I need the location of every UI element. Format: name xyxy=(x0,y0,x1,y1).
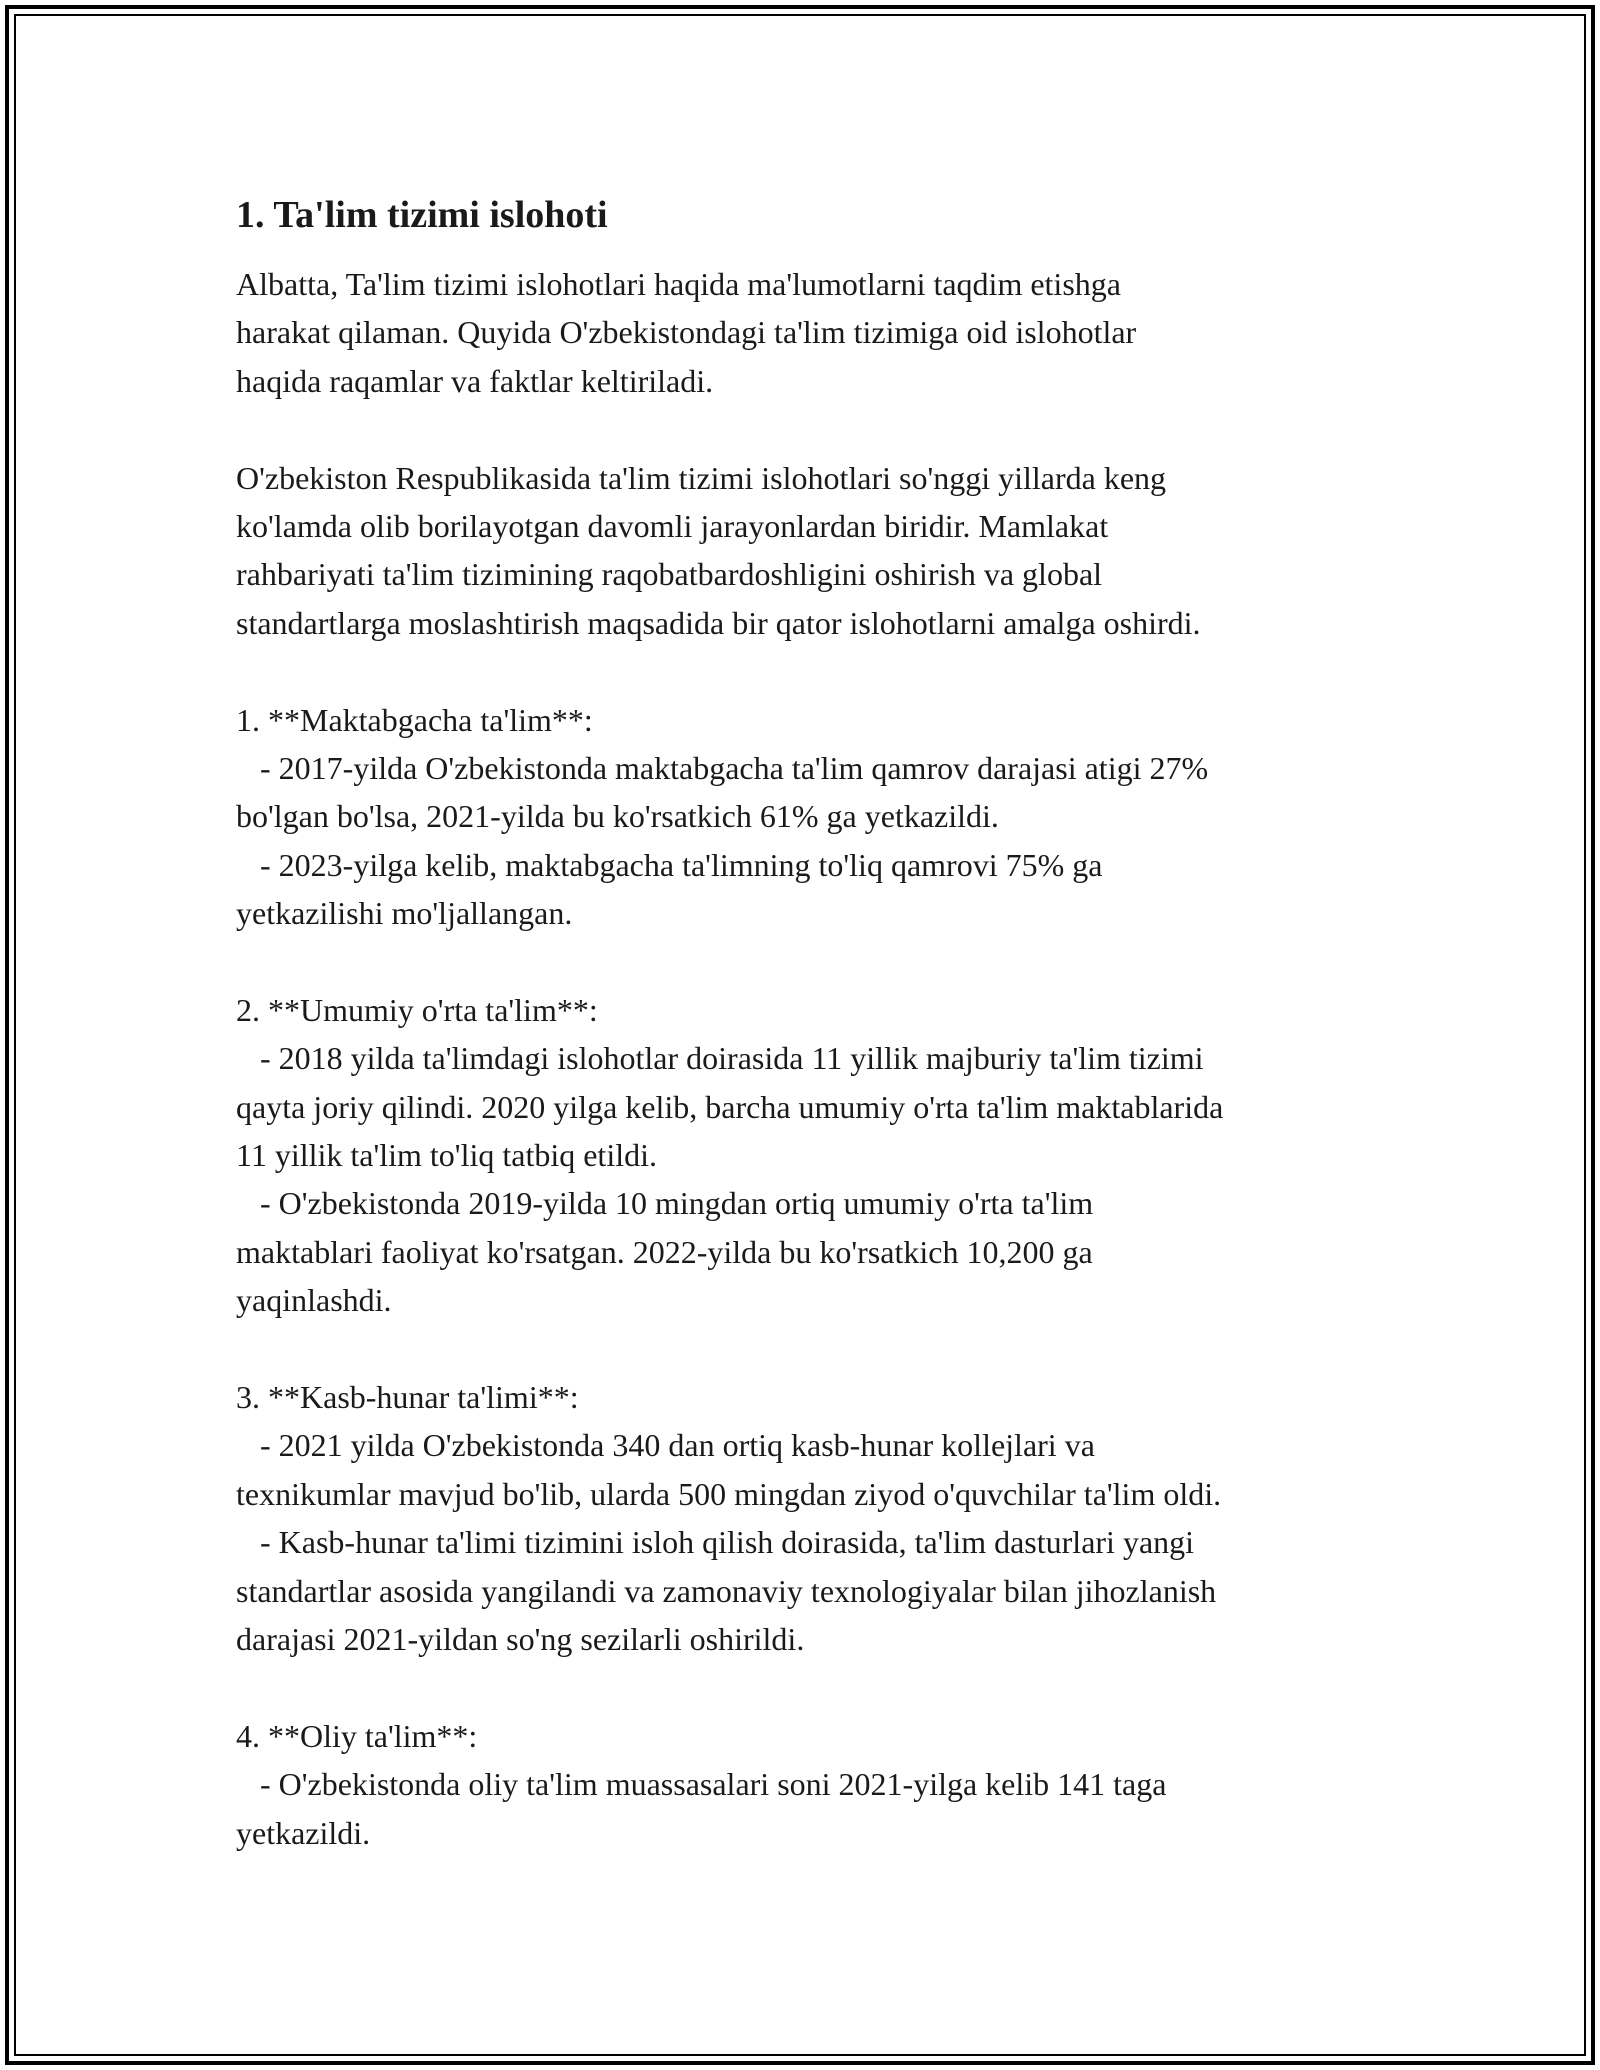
text-line: maktablari faoliyat ko'rsatgan. 2022-yilda bu ko'rsatkich 10,200 ga xyxy=(236,1233,1093,1270)
text-line: Albatta, Ta'lim tizimi islohotlari haqida ma'lumotlarni taqdim etishga xyxy=(236,266,1121,302)
text-line: harakat qilaman. Quyida O'zbekistondagi ta'lim tizimiga oid islohotlar xyxy=(236,314,1137,351)
text-line: 2. **Umumiy o'rta ta'lim**: xyxy=(236,991,598,1028)
text-line: yetkazildi. xyxy=(236,1814,371,1851)
text-line: 11 yillik ta'lim to'liq tatbiq etildi. xyxy=(236,1137,657,1174)
text-line: - O'zbekistonda 2019-yilda 10 mingdan ortiq umumiy o'rta ta'lim xyxy=(236,1185,1094,1222)
text-line: yaqinlashdi. xyxy=(236,1282,392,1319)
text-line: standartlarga moslashtirish maqsadida bir qator islohotlarni amalga oshirdi. xyxy=(236,604,1201,641)
text-line: haqida raqamlar va faktlar keltiriladi. xyxy=(236,362,714,399)
blank-line xyxy=(236,1325,1386,1373)
text-line: qayta joriy qilindi. 2020 yilga kelib, barcha umumiy o'rta ta'lim maktablarida xyxy=(236,1088,1224,1125)
blank-line xyxy=(236,937,1386,985)
text-line: 3. **Kasb-hunar ta'limi**: xyxy=(236,1378,579,1415)
text-line: - 2018 yilda ta'limdagi islohotlar doirasida 11 yillik majburiy ta'lim tizimi xyxy=(236,1040,1204,1077)
text-line: - 2021 yilda O'zbekistonda 340 dan ortiq kasb-hunar kollejlari va xyxy=(236,1427,1095,1464)
document-body xyxy=(236,260,1386,1857)
text-line: - Kasb-hunar ta'limi tizimini isloh qilish doirasida, ta'lim dasturlari yangi xyxy=(236,1524,1195,1561)
text-line: yetkazilishi mo'ljallangan. xyxy=(236,895,573,932)
document-page xyxy=(236,190,1386,1857)
text-line: darajasi 2021-yildan so'ng sezilarli oshirildi. xyxy=(236,1620,805,1657)
document-title: 1. Ta'lim tizimi islohoti xyxy=(236,194,608,236)
text-line: bo'lgan bo'lsa, 2021-yilda bu ko'rsatkich 61% ga yetkazildi. xyxy=(236,798,999,835)
text-line: texnikumlar mavjud bo'lib, ularda 500 mingdan ziyod o'quvchilar ta'lim oldi. xyxy=(236,1475,1222,1512)
text-line: - O'zbekistonda oliy ta'lim muassasalari soni 2021-yilga kelib 141 taga xyxy=(236,1766,1167,1803)
text-line: - 2023-yilga kelib, maktabgacha ta'limning to'liq qamrovi 75% ga xyxy=(236,846,1103,883)
text-line: standartlar asosida yangilandi va zamonaviy texnologiyalar bilan jihozlanish xyxy=(236,1572,1217,1609)
text-line: 4. **Oliy ta'lim**: xyxy=(236,1717,478,1754)
text-line: O'zbekiston Respublikasida ta'lim tizimi islohotlari so'nggi yillarda keng xyxy=(236,459,1167,496)
text-line: ko'lamda olib borilayotgan davomli jarayonlardan biridir. Mamlakat xyxy=(236,507,1109,544)
text-line: rahbariyati ta'lim tizimining raqobatbardoshligini oshirish va global xyxy=(236,556,1103,593)
blank-line xyxy=(236,405,1386,453)
text-line: 1. **Maktabgacha ta'lim**: xyxy=(236,701,593,738)
blank-line xyxy=(236,647,1386,695)
blank-line xyxy=(236,1663,1386,1711)
text-line: - 2017-yilda O'zbekistonda maktabgacha ta'lim qamrov darajasi atigi 27% xyxy=(236,749,1209,786)
